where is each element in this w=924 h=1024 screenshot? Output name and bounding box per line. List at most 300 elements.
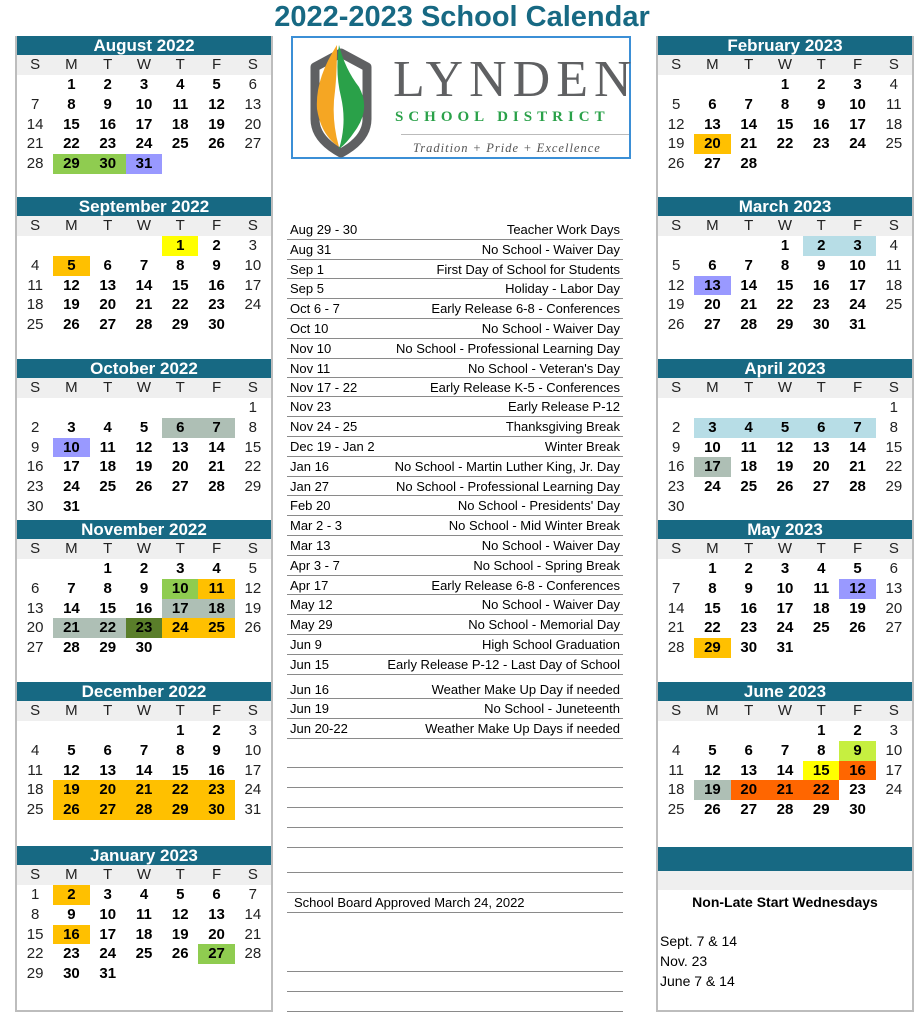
day-cell — [694, 497, 730, 517]
event-label: Early Release P-12 - Last Day of School — [387, 656, 620, 672]
weekday-label: S — [671, 56, 682, 73]
event-label: Weather Make Up Day if needed — [431, 681, 620, 697]
day-cell: 29 — [99, 639, 117, 657]
event-label: No School - Waiver Day — [481, 537, 620, 553]
day-cell: 25 — [740, 478, 758, 496]
day-cell: 17 — [99, 925, 117, 943]
week-row — [658, 761, 912, 781]
day-cell: 12 — [667, 276, 685, 294]
weekday-label: M — [65, 866, 78, 883]
day-cell — [53, 236, 89, 256]
event-date: Jan 16 — [290, 458, 330, 474]
day-cell — [731, 75, 767, 95]
week-row — [17, 438, 271, 458]
week-row — [658, 579, 912, 599]
day-cell: 18 — [812, 599, 830, 617]
weekday-label: S — [247, 56, 258, 73]
day-cell: 15 — [885, 438, 903, 456]
week-row — [658, 276, 912, 296]
day-cell: 25 — [667, 801, 685, 819]
event-date: May 12 — [290, 597, 333, 613]
day-cell: 5 — [248, 560, 257, 577]
day-cell — [126, 497, 162, 517]
day-cell: 16 — [812, 276, 830, 294]
week-row — [658, 800, 912, 820]
event-label: Holiday - Labor Day — [505, 281, 620, 297]
day-cell: 12 — [839, 579, 875, 599]
day-cell: 24 — [135, 135, 153, 153]
day-cell: 21 — [244, 925, 262, 943]
day-cell: 14 — [63, 599, 80, 617]
day-cell: 15 — [776, 276, 794, 294]
event-label: Winter Break — [544, 438, 620, 454]
non-late-start-title: Non-Late Start Wednesdays — [692, 894, 878, 910]
day-cell: 26 — [244, 619, 262, 637]
day-cell: 2 — [53, 885, 89, 905]
day-cell: 7 — [780, 741, 790, 759]
day-cell: 13 — [740, 761, 758, 779]
week-row — [17, 256, 271, 276]
day-cell: 11 — [668, 761, 684, 779]
month-calendar — [17, 359, 271, 517]
event-date: Jan 27 — [290, 478, 330, 494]
day-cell: 3 — [694, 418, 730, 438]
day-cell: 1 — [30, 886, 40, 903]
weekday-label: M — [706, 56, 719, 73]
day-cell — [126, 721, 162, 741]
day-cell: 12 — [776, 438, 794, 456]
day-cell: 1 — [162, 236, 198, 256]
day-cell: 3 — [248, 722, 257, 739]
day-cell: 13 — [208, 905, 225, 923]
day-cell: 26 — [849, 619, 866, 637]
day-cell: 19 — [171, 925, 189, 943]
day-cell: 7 — [139, 741, 149, 759]
event-label: No School - Professional Learning Day — [395, 340, 620, 356]
day-cell — [235, 964, 271, 984]
weekday-label: T — [175, 56, 185, 73]
week-row — [17, 236, 271, 256]
day-cell: 18 — [198, 599, 234, 619]
day-cell: 27 — [885, 619, 903, 637]
day-cell — [198, 497, 234, 517]
weekday-label: S — [671, 217, 682, 234]
day-cell — [876, 315, 912, 335]
week-row — [17, 154, 271, 174]
event-label: No School - Mid Winter Break — [448, 518, 620, 534]
day-cell: 28 — [63, 639, 80, 657]
event-date: May 29 — [290, 617, 333, 633]
day-cell: 15 — [244, 438, 262, 456]
week-row — [658, 721, 912, 741]
day-cell: 7 — [744, 256, 753, 274]
day-cell: 14 — [740, 115, 758, 133]
event-date: Jun 19 — [290, 701, 330, 717]
day-cell: 24 — [63, 478, 80, 496]
event-label: No School - Waiver Day — [481, 597, 620, 613]
day-cell: 11 — [886, 256, 902, 274]
day-cell: 9 — [30, 438, 40, 456]
event-row — [287, 536, 623, 556]
day-cell: 21 — [849, 458, 866, 476]
logo-subtitle: SCHOOL DISTRICT — [395, 109, 610, 125]
day-cell: 30 — [198, 800, 234, 820]
event-label: High School Graduation — [481, 636, 620, 652]
event-date: Nov 24 - 25 — [290, 419, 358, 435]
day-cell: 18 — [885, 276, 903, 294]
week-row — [17, 741, 271, 761]
day-cell: 18 — [171, 115, 189, 133]
day-cell: 27 — [171, 478, 189, 496]
blank-line — [287, 1011, 623, 1012]
day-cell: 20 — [26, 619, 44, 637]
day-cell — [731, 398, 767, 418]
day-cell: 6 — [103, 741, 112, 759]
day-cell: 20 — [812, 458, 830, 476]
event-date: Nov 23 — [290, 399, 332, 415]
day-cell: 23 — [667, 478, 685, 496]
day-cell: 9 — [817, 256, 826, 274]
week-row — [658, 256, 912, 276]
day-cell: 22 — [885, 458, 903, 476]
day-cell: 21 — [53, 618, 89, 638]
day-cell — [53, 721, 89, 741]
day-cell: 29 — [244, 478, 262, 496]
day-cell: 28 — [776, 801, 794, 819]
blank-line — [287, 991, 623, 992]
weekday-label: M — [65, 702, 78, 719]
day-cell: 10 — [849, 95, 866, 113]
weekday-label: F — [852, 702, 863, 719]
day-cell: 19 — [694, 780, 730, 800]
day-cell: 23 — [849, 781, 866, 799]
day-cell: 15 — [26, 925, 44, 943]
day-cell: 14 — [776, 761, 794, 779]
day-cell: 11 — [99, 438, 116, 456]
day-cell: 3 — [139, 76, 149, 93]
day-cell: 5 — [671, 256, 681, 274]
day-cell: 29 — [694, 638, 730, 658]
day-cell: 16 — [839, 761, 875, 781]
day-cell: 10 — [885, 741, 903, 759]
day-cell: 3 — [103, 886, 112, 903]
day-cell: 6 — [30, 579, 40, 597]
month-calendar — [658, 359, 912, 517]
weekday-label: F — [211, 379, 222, 396]
day-cell: 23 — [208, 296, 225, 314]
weekday-label: M — [706, 540, 719, 557]
day-cell: 12 — [63, 276, 80, 294]
weekday-label: S — [30, 702, 41, 719]
day-cell: 31 — [244, 801, 262, 819]
event-date: Jun 15 — [290, 656, 330, 672]
day-cell: 17 — [135, 115, 153, 133]
day-cell: 24 — [162, 618, 198, 638]
day-cell: 13 — [244, 95, 262, 113]
day-cell: 31 — [776, 639, 794, 657]
weekday-label: W — [136, 217, 152, 234]
day-cell: 17 — [162, 599, 198, 619]
weekday-header-row — [17, 216, 271, 236]
day-cell: 16 — [135, 599, 153, 617]
day-cell — [126, 964, 162, 984]
day-cell: 9 — [212, 741, 221, 759]
day-cell: 18 — [26, 781, 44, 799]
day-cell: 30 — [90, 154, 126, 174]
week-row — [17, 398, 271, 418]
week-row — [17, 115, 271, 135]
weekday-label: T — [175, 379, 185, 396]
day-cell: 14 — [208, 438, 225, 456]
day-cell: 15 — [63, 115, 80, 133]
day-cell: 12 — [135, 438, 153, 456]
day-cell — [53, 559, 89, 579]
day-cell: 1 — [817, 722, 826, 739]
day-cell: 3 — [780, 560, 790, 577]
day-cell: 5 — [176, 886, 185, 903]
day-cell: 25 — [198, 618, 234, 638]
day-cell: 7 — [744, 95, 753, 113]
day-cell: 9 — [103, 95, 112, 113]
day-cell: 6 — [744, 741, 753, 759]
month-calendar — [17, 846, 271, 984]
week-row — [17, 579, 271, 599]
day-cell: 19 — [776, 458, 794, 476]
weekday-label: T — [175, 702, 185, 719]
month-header: October 2022 — [17, 359, 271, 378]
event-label: Thanksgiving Break — [505, 419, 620, 435]
day-cell: 16 — [26, 458, 44, 476]
day-cell: 17 — [849, 276, 866, 294]
event-row — [287, 477, 623, 497]
day-cell: 5 — [767, 418, 803, 438]
month-header: March 2023 — [658, 197, 912, 216]
weekday-label: W — [136, 540, 152, 557]
day-cell: 26 — [704, 801, 721, 819]
day-cell: 27 — [26, 639, 44, 657]
weekday-label: M — [65, 540, 78, 557]
day-cell: 4 — [212, 560, 221, 577]
day-cell: 20 — [208, 925, 225, 943]
weekday-label: S — [671, 379, 682, 396]
day-cell: 23 — [198, 780, 234, 800]
event-row — [287, 417, 623, 437]
event-label: Early Release P-12 — [508, 399, 620, 415]
event-row — [287, 437, 623, 457]
day-cell: 28 — [135, 316, 153, 334]
weekday-label: S — [671, 702, 682, 719]
day-cell: 10 — [244, 256, 262, 274]
day-cell: 2 — [212, 722, 221, 739]
event-date: Nov 17 - 22 — [290, 380, 358, 396]
event-row — [287, 240, 623, 260]
district-logo — [291, 36, 638, 159]
approval-note — [287, 892, 623, 913]
day-cell: 12 — [667, 115, 685, 133]
day-cell — [839, 154, 875, 174]
day-cell: 8 — [708, 579, 717, 597]
day-cell: 13 — [171, 438, 189, 456]
day-cell: 24 — [244, 296, 262, 314]
day-cell: 6 — [708, 256, 717, 274]
day-cell — [90, 721, 126, 741]
day-cell: 20 — [244, 115, 262, 133]
day-cell: 31 — [849, 316, 866, 334]
week-row — [658, 95, 912, 115]
day-cell: 23 — [812, 296, 830, 314]
event-date: Apr 3 - 7 — [290, 557, 340, 573]
day-cell: 21 — [667, 619, 685, 637]
day-cell: 4 — [30, 256, 40, 274]
weekday-label: F — [211, 866, 222, 883]
day-cell: 3 — [889, 722, 898, 739]
day-cell: 24 — [885, 781, 903, 799]
day-cell: 8 — [103, 579, 112, 597]
day-cell: 24 — [849, 135, 866, 153]
day-cell: 18 — [885, 115, 903, 133]
day-cell: 28 — [208, 478, 225, 496]
day-cell: 4 — [731, 418, 767, 438]
event-label: No School - Veteran's Day — [467, 360, 620, 376]
day-cell: 29 — [885, 478, 903, 496]
day-cell: 22 — [63, 135, 80, 153]
day-cell: 25 — [885, 296, 903, 314]
day-cell: 14 — [244, 905, 262, 923]
day-cell: 2 — [103, 76, 112, 93]
event-row — [287, 397, 623, 417]
day-cell — [90, 398, 126, 418]
event-date: Nov 11 — [290, 360, 331, 376]
event-date: Jun 9 — [290, 636, 322, 652]
right-months-column — [656, 36, 914, 1012]
day-cell: 8 — [817, 741, 826, 759]
week-row — [17, 457, 271, 477]
day-cell: 19 — [849, 599, 866, 617]
day-cell: 29 — [26, 965, 44, 983]
day-cell: 1 — [708, 560, 717, 577]
day-cell: 22 — [90, 618, 126, 638]
day-cell: 2 — [139, 560, 149, 577]
day-cell: 6 — [248, 76, 257, 93]
day-cell: 25 — [885, 135, 903, 153]
day-cell: 10 — [704, 438, 721, 456]
day-cell: 6 — [803, 418, 839, 438]
month-calendar — [17, 682, 271, 820]
day-cell: 11 — [740, 438, 757, 456]
day-cell — [17, 721, 53, 741]
day-cell: 28 — [244, 945, 262, 963]
month-header: June 2023 — [658, 682, 912, 701]
day-cell: 27 — [704, 316, 721, 334]
event-date: Mar 2 - 3 — [290, 518, 343, 534]
day-cell: 19 — [53, 780, 89, 800]
day-cell: 28 — [26, 155, 44, 173]
day-cell: 9 — [817, 95, 826, 113]
weekday-label: S — [247, 379, 258, 396]
day-cell — [658, 398, 694, 418]
day-cell: 26 — [667, 316, 685, 334]
day-cell: 15 — [171, 761, 189, 779]
event-row — [287, 719, 623, 739]
event-label: Early Release 6-8 - Conferences — [431, 301, 620, 317]
weekday-label: T — [816, 702, 826, 719]
day-cell: 1 — [889, 399, 898, 416]
day-cell: 14 — [135, 276, 153, 294]
day-cell — [126, 236, 162, 256]
month-calendar — [658, 36, 912, 174]
day-cell: 14 — [667, 599, 685, 617]
event-label: No School - Martin Luther King, Jr. Day — [394, 458, 620, 474]
day-cell: 11 — [27, 761, 43, 779]
weekday-label: M — [706, 379, 719, 396]
event-row — [287, 655, 623, 675]
day-cell: 11 — [172, 95, 189, 113]
month-calendar — [658, 197, 912, 335]
day-cell: 7 — [248, 886, 257, 903]
weekday-label: F — [852, 56, 863, 73]
day-cell: 8 — [67, 95, 76, 113]
weekday-label: T — [744, 702, 754, 719]
week-row — [17, 75, 271, 95]
weekday-label: F — [852, 217, 863, 234]
day-cell: 24 — [776, 619, 794, 637]
day-cell: 9 — [139, 579, 149, 597]
day-cell: 29 — [171, 316, 189, 334]
day-cell: 8 — [889, 418, 898, 436]
event-date: Aug 29 - 30 — [290, 222, 358, 237]
day-cell — [235, 315, 271, 335]
day-cell: 17 — [63, 458, 80, 476]
weekday-header-row — [658, 539, 912, 559]
blank-line — [287, 971, 623, 972]
event-row — [287, 496, 623, 516]
day-cell — [235, 497, 271, 517]
day-cell — [694, 398, 730, 418]
day-cell: 30 — [667, 497, 685, 515]
weekday-label: T — [103, 866, 113, 883]
weekday-label: S — [888, 702, 899, 719]
day-cell: 13 — [26, 599, 44, 617]
day-cell — [876, 638, 912, 658]
weekday-label: S — [247, 540, 258, 557]
weekday-label: W — [136, 866, 152, 883]
day-cell: 29 — [812, 801, 830, 819]
week-row — [658, 418, 912, 438]
day-cell: 19 — [667, 296, 685, 314]
non-late-start-header-bar — [658, 847, 912, 871]
weekday-label: W — [136, 702, 152, 719]
event-row — [287, 299, 623, 319]
day-cell — [803, 638, 839, 658]
day-cell: 5 — [67, 741, 76, 759]
event-row — [287, 220, 623, 240]
non-late-start-subheader — [658, 871, 912, 890]
day-cell: 25 — [26, 801, 44, 819]
day-cell: 6 — [708, 95, 717, 113]
week-row — [658, 236, 912, 256]
day-cell: 10 — [776, 579, 794, 597]
day-cell: 12 — [171, 905, 189, 923]
day-cell: 10 — [135, 95, 153, 113]
events-list — [287, 220, 623, 739]
week-row — [17, 599, 271, 619]
day-cell: 26 — [53, 800, 89, 820]
day-cell: 23 — [26, 478, 44, 496]
day-cell: 11 — [198, 579, 234, 599]
event-row — [287, 699, 623, 719]
week-row — [658, 599, 912, 619]
day-cell: 8 — [780, 95, 790, 113]
